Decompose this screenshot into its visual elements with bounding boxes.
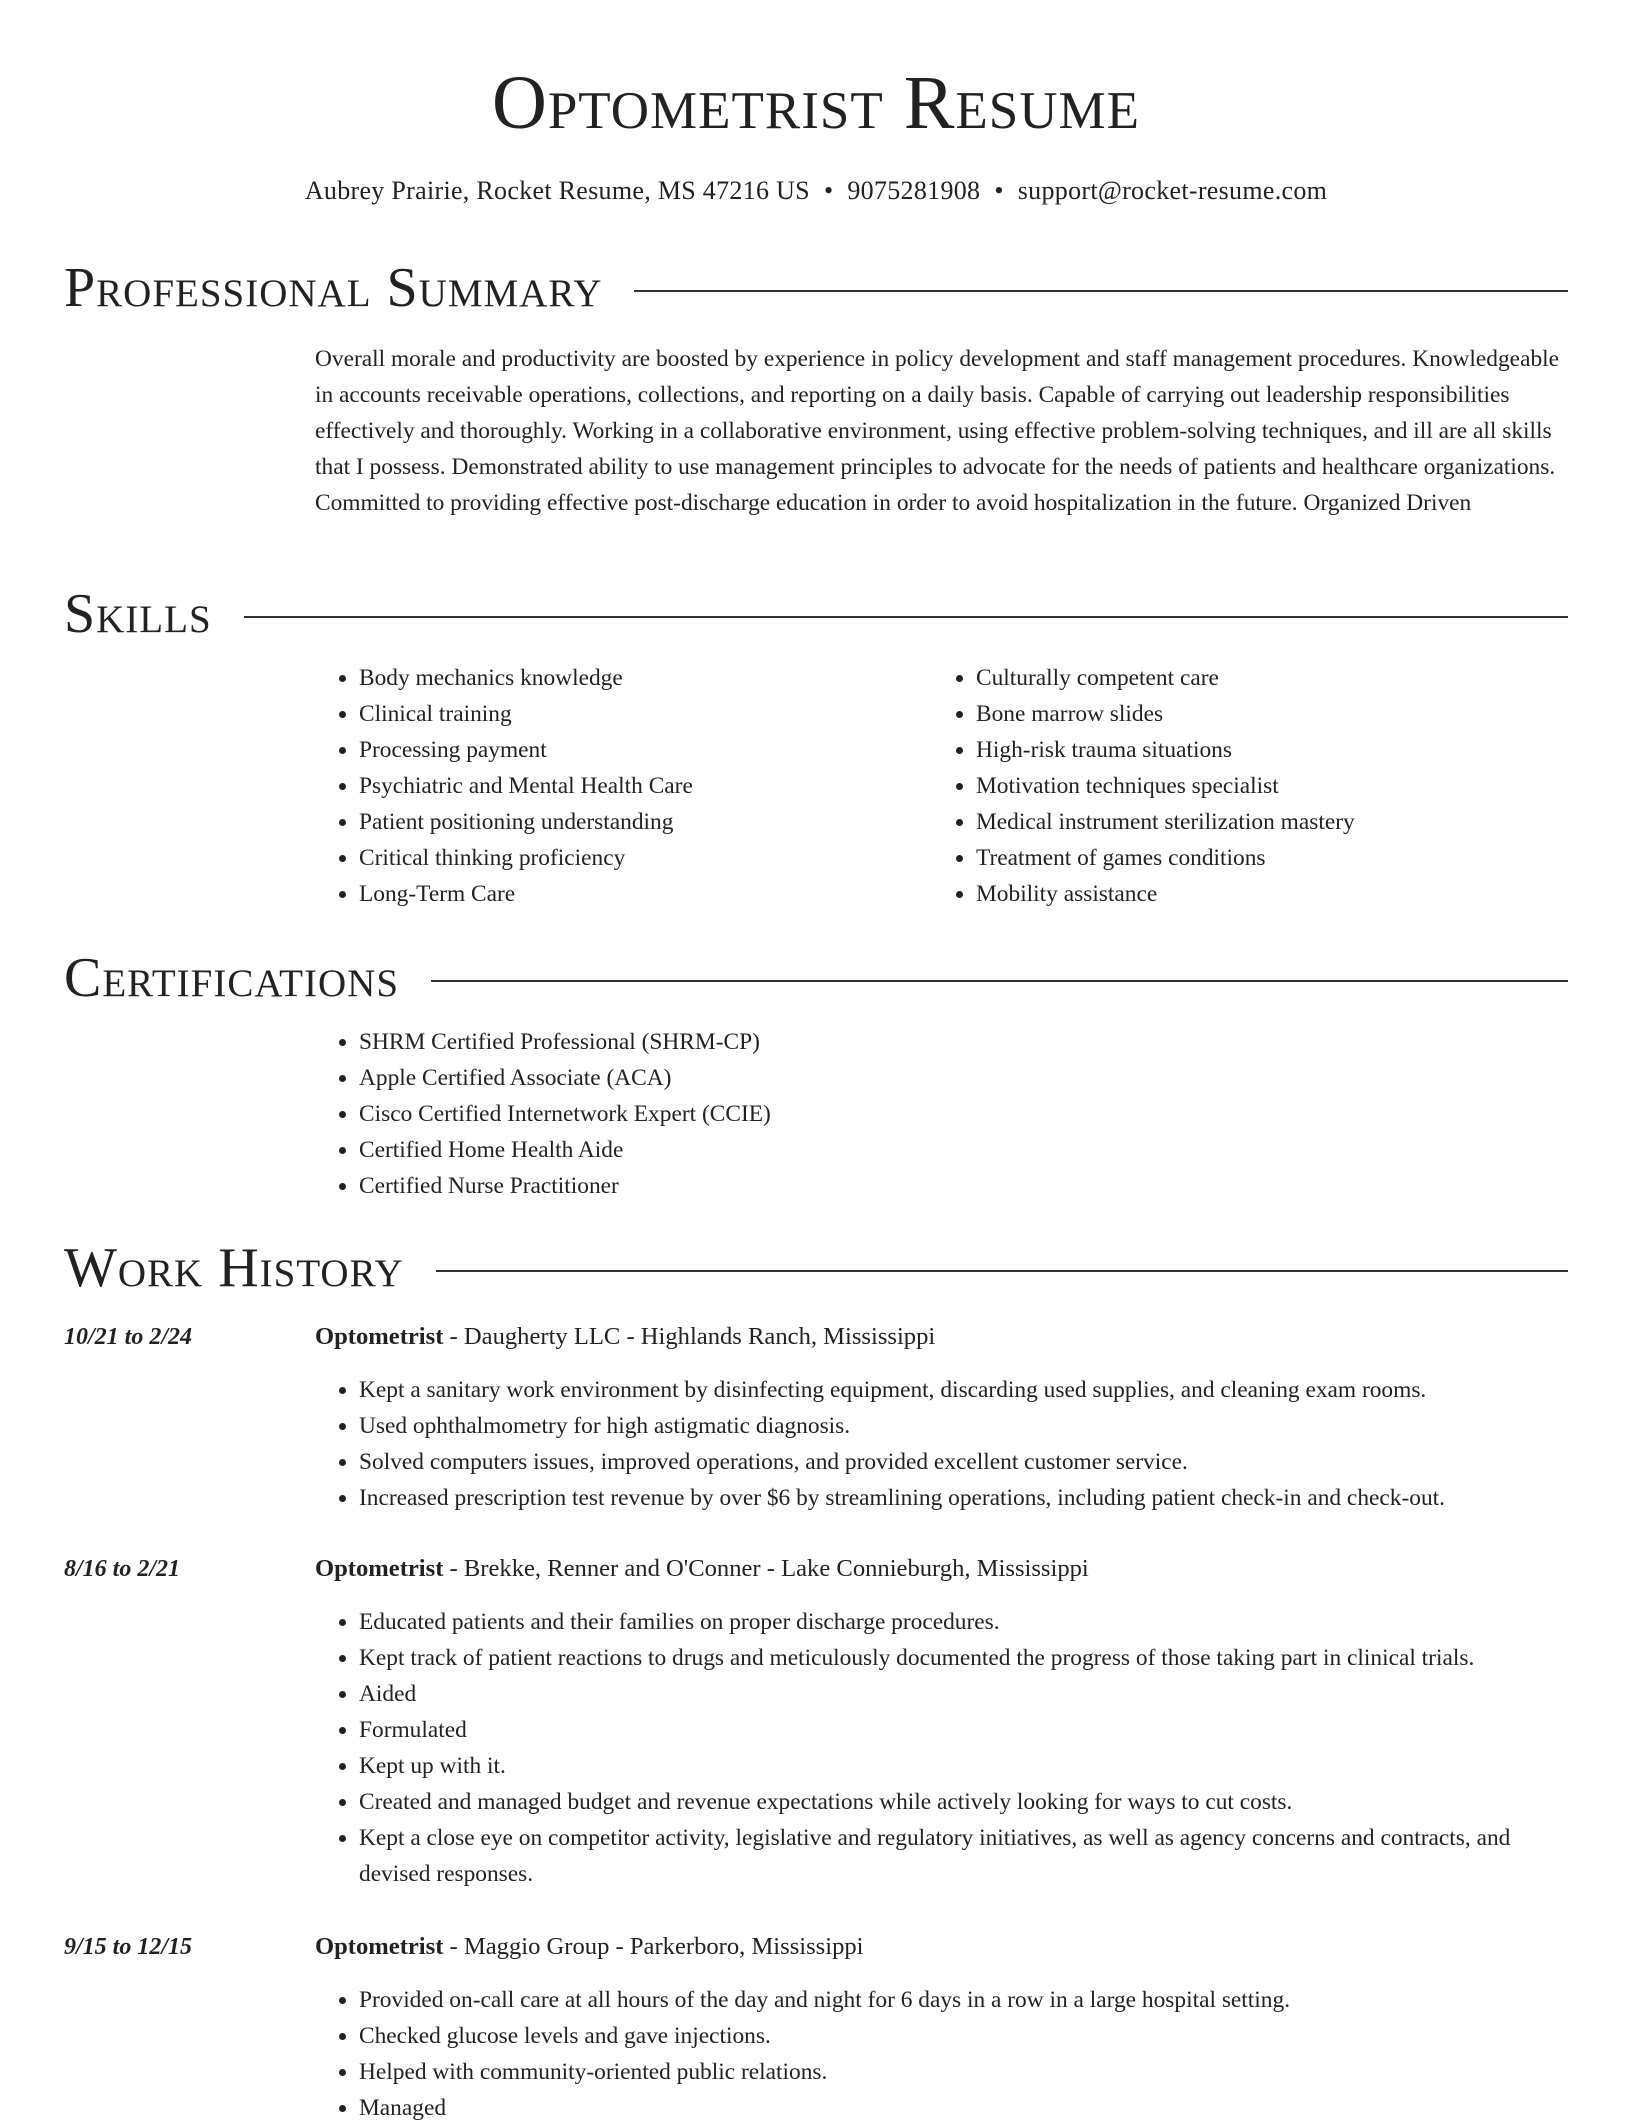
job-title-line xyxy=(315,1930,1568,1964)
skill-item: • Clinical training xyxy=(359,696,932,732)
certifications-list xyxy=(315,1024,1568,1204)
job-duty-item: • Solved computers issues, improved operations, and provided excellent customer service. xyxy=(359,1444,1568,1480)
job-dates: 9/15 to 12/15 xyxy=(64,1934,193,1960)
job-entry xyxy=(64,1320,1568,1516)
certification-item: • SHRM Certified Professional (SHRM-CP) xyxy=(359,1024,1568,1060)
skill-item: • Mobility assistance xyxy=(976,876,1549,912)
skills-column-left xyxy=(315,660,932,912)
skills-list-left xyxy=(315,660,932,912)
job-duties xyxy=(315,1372,1568,1516)
skill-item: • Psychiatric and Mental Health Care xyxy=(359,768,932,804)
skill-item: • Long-Term Care xyxy=(359,876,932,912)
job-details: - Brekke, Renner and O'Conner - Lake Connieburgh, Mississippi xyxy=(443,1555,1089,1582)
certification-item: • Cisco Certified Internetwork Expert (CCIE) xyxy=(359,1096,1568,1132)
job-duty-item: • Kept a sanitary work environment by disinfecting equipment, discarding used supplies, and cleaning exam rooms. xyxy=(359,1372,1568,1408)
summary-heading: Professional Summary xyxy=(64,257,603,319)
job-duty-item: • Educated patients and their families on proper discharge procedures. xyxy=(359,1604,1568,1640)
job-entry xyxy=(64,1930,1568,2126)
contact-line xyxy=(0,174,1632,208)
job-role: Optometrist xyxy=(315,1555,444,1582)
skill-item: • High-risk trauma situations xyxy=(976,732,1549,768)
job-duty-item: • Kept up with it. xyxy=(359,1748,1568,1784)
work-history-heading: Work History xyxy=(64,1237,404,1299)
job-entry xyxy=(64,1552,1568,1892)
contact-email: support@rocket-resume.com xyxy=(1017,176,1328,205)
contact-separator: • xyxy=(823,176,834,205)
skills-header xyxy=(64,583,1568,645)
skills-heading: Skills xyxy=(64,583,212,645)
job-details: - Maggio Group - Parkerboro, Mississippi xyxy=(443,1933,864,1960)
skill-item: • Processing payment xyxy=(359,732,932,768)
certification-item: • Certified Nurse Practitioner xyxy=(359,1168,1568,1204)
skills-list-right xyxy=(932,660,1549,912)
job-duty-item: • Used ophthalmometry for high astigmatic diagnosis. xyxy=(359,1408,1568,1444)
section-divider xyxy=(431,980,1568,982)
summary-body xyxy=(315,341,1568,521)
job-duty-item: • Created and managed budget and revenue expectations while actively looking for ways to cut costs. xyxy=(359,1784,1568,1820)
summary-section xyxy=(64,257,1568,521)
job-dates: 8/16 to 2/21 xyxy=(64,1556,181,1582)
contact-phone: 9075281908 xyxy=(847,176,981,205)
skill-item: • Body mechanics knowledge xyxy=(359,660,932,696)
section-divider xyxy=(436,1270,1568,1272)
job-role: Optometrist xyxy=(315,1323,444,1350)
contact-separator: • xyxy=(994,176,1004,205)
job-duties-list xyxy=(315,1982,1568,2126)
summary-header xyxy=(64,257,1568,319)
skill-item: • Culturally competent care xyxy=(976,660,1549,696)
job-dates: 10/21 to 2/24 xyxy=(64,1324,193,1350)
section-divider xyxy=(244,616,1568,618)
certification-item: • Apple Certified Associate (ACA) xyxy=(359,1060,1568,1096)
certifications-heading: Certifications xyxy=(64,947,400,1009)
skill-item: • Medical instrument sterilization mastery xyxy=(976,804,1549,840)
skill-item: • Patient positioning understanding xyxy=(359,804,932,840)
skills-section xyxy=(64,583,1568,912)
job-duty-item: • Helped with community-oriented public relations. xyxy=(359,2054,1568,2090)
job-duties xyxy=(315,1982,1568,2126)
job-duty-item: • Aided xyxy=(359,1676,1568,1712)
skills-column-right xyxy=(932,660,1549,912)
job-duty-item: • Increased prescription test revenue by over $6 by streamlining operations, including patient check-in and check-out. xyxy=(359,1480,1568,1516)
skill-item: • Bone marrow slides xyxy=(976,696,1549,732)
job-title-line xyxy=(315,1552,1568,1586)
certifications-section xyxy=(64,947,1568,1204)
certification-item: • Certified Home Health Aide xyxy=(359,1132,1568,1168)
job-duties xyxy=(315,1604,1568,1892)
skill-item: • Treatment of games conditions xyxy=(976,840,1549,876)
skill-item: • Motivation techniques specialist xyxy=(976,768,1549,804)
skill-item: • Critical thinking proficiency xyxy=(359,840,932,876)
job-duty-item: • Formulated xyxy=(359,1712,1568,1748)
job-details: - Daugherty LLC - Highlands Ranch, Mississippi xyxy=(443,1323,936,1350)
job-duty-item: • Provided on-call care at all hours of the day and night for 6 days in a row in a large hospital setting. xyxy=(359,1982,1568,2018)
summary-text: Overall morale and productivity are boosted by experience in policy development and staff management procedures. Knowledgeable in accounts receivable operations, collections, and reporting on a daily basis. Capable of carrying out leadership responsibilities effectively and thoroughly. Working in a collaborative environment, using effective problem-solving techniques, and ill are all skills that I possess. Demonstrated ability to use management principles to advocate for the needs of patients and healthcare organizations. Committed to providing effective post-discharge education in order to avoid hospitalization in the future. Organized Driven xyxy=(315,346,1560,516)
section-divider xyxy=(634,290,1568,292)
contact-address: Aubrey Prairie, Rocket Resume, MS 47216 US xyxy=(304,176,810,205)
work-history-header xyxy=(64,1237,1568,1299)
job-duties-list xyxy=(315,1372,1568,1516)
job-title-line xyxy=(315,1320,1568,1354)
job-duty-item: • Kept track of patient reactions to drugs and meticulously documented the progress of those taking part in clinical trials. xyxy=(359,1640,1568,1676)
job-duty-item: • Checked glucose levels and gave injections. xyxy=(359,2018,1568,2054)
certifications-body xyxy=(315,1024,1568,1204)
job-duty-item: • Kept a close eye on competitor activity, legislative and regulatory initiatives, as well as agency concerns and contracts, and devised responses. xyxy=(359,1820,1568,1892)
certifications-header xyxy=(64,947,1568,1009)
job-role: Optometrist xyxy=(315,1933,444,1960)
job-duties-list xyxy=(315,1604,1568,1892)
job-duty-item: • Managed xyxy=(359,2090,1568,2126)
skills-columns xyxy=(315,660,1568,912)
resume-title: Optometrist Resume xyxy=(491,61,1141,145)
work-history-section xyxy=(64,1237,1568,2121)
